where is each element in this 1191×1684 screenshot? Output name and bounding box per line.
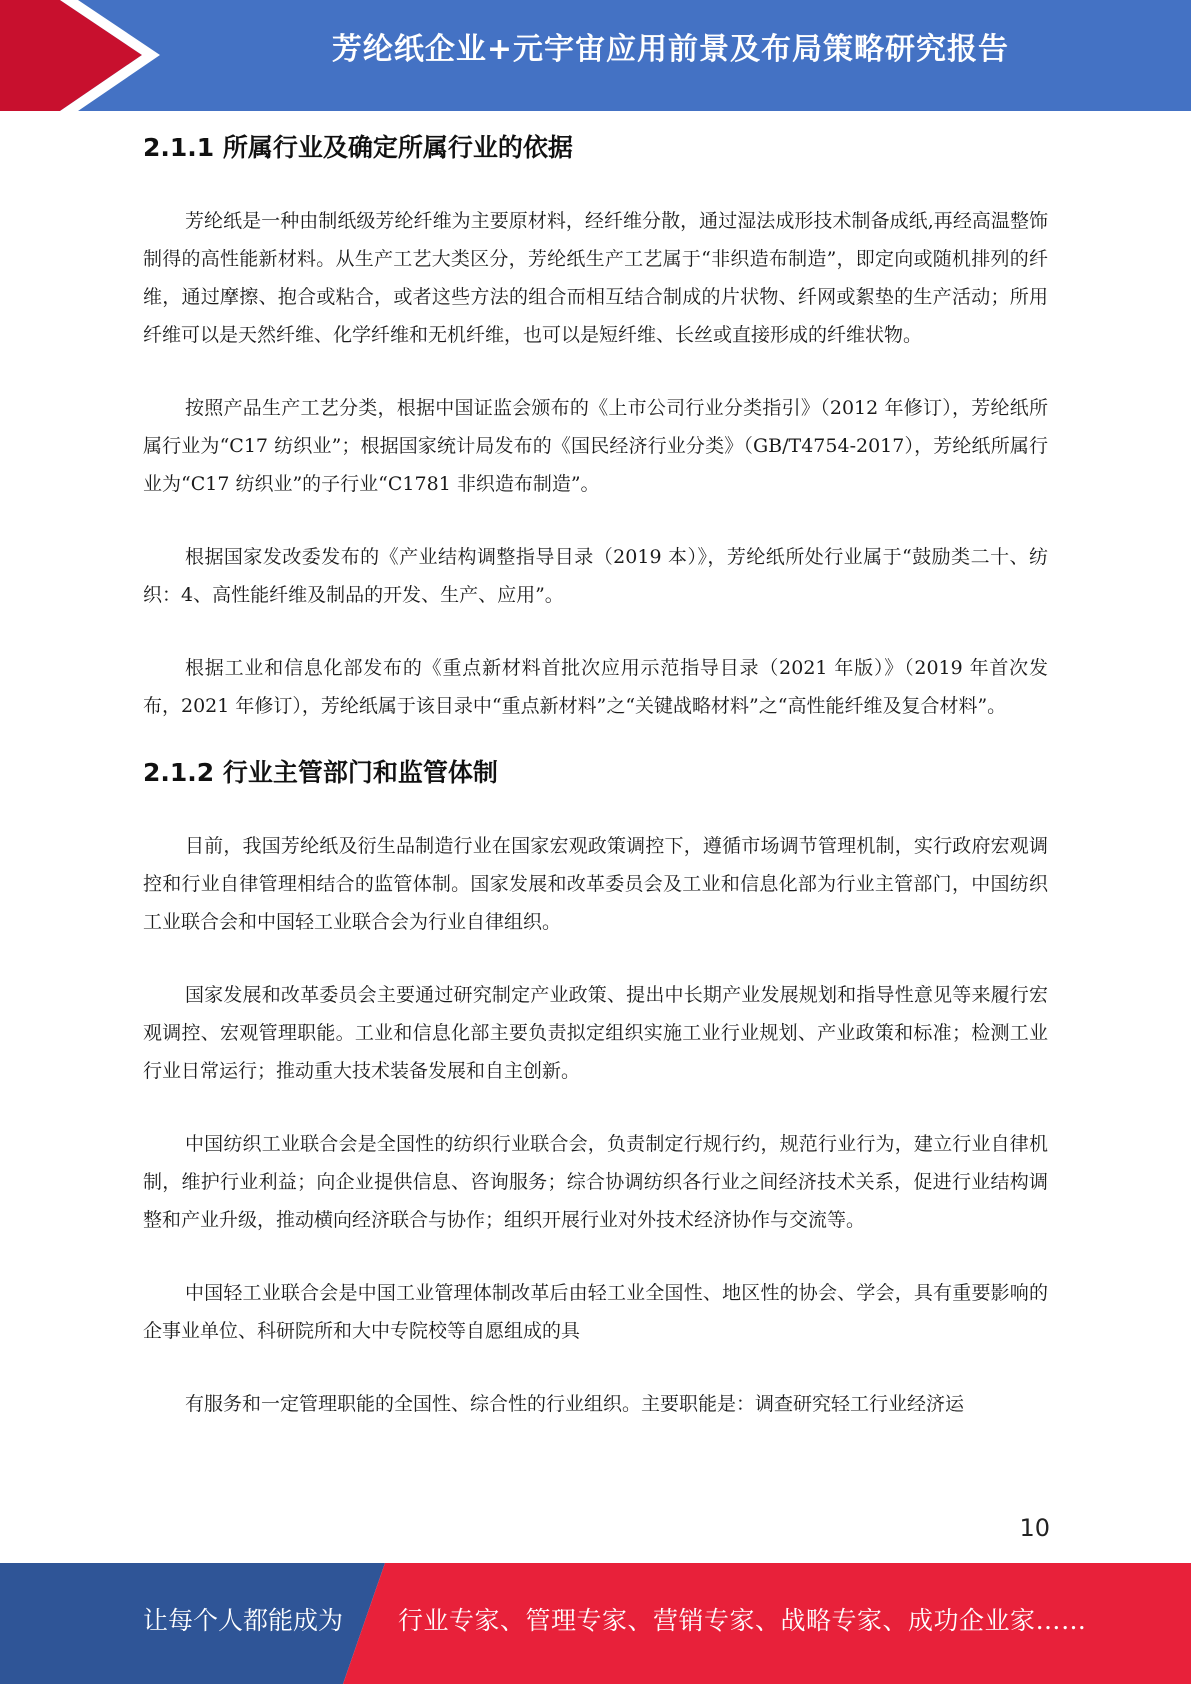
section-heading: 2.1.1 所属行业及确定所属行业的依据: [143, 133, 573, 162]
footer-slogan-left: 让每个人都能成为: [143, 1606, 344, 1635]
footer-slogan-right: 行业专家、管理专家、营销专家、战略专家、成功企业家……: [398, 1606, 1087, 1635]
paragraph: 根据国家发改委发布的《产业结构调整指导目录（2019 本）》，芳纶纸所处行业属于“鼓励类二十、纺织：4、高性能纤维及制品的开发、生产、应用”。: [143, 546, 1048, 606]
page-header: [0, 0, 1191, 111]
document-body: [143, 128, 1048, 1423]
report-title: 芳纶纸企业+元宇宙应用前景及布局策略研究报告: [331, 32, 1010, 67]
paragraph: 有服务和一定管理职能的全国性、综合性的行业组织。主要职能是：调查研究轻工行业经济运: [185, 1393, 965, 1415]
paragraph: 根据工业和信息化部发布的《重点新材料首批次应用示范指导目录（2021 年版）》（2019 年首次发布，2021 年修订），芳纶纸属于该目录中“重点新材料”之“关键战略材料”之“高性能纤维及复合材料”。: [143, 657, 1048, 717]
paragraph: 国家发展和改革委员会主要通过研究制定产业政策、提出中长期产业发展规划和指导性意见等来履行宏观调控、宏观管理职能。工业和信息化部主要负责拟定组织实施工业行业规划、产业政策和标准；检测工业行业日常运行；推动重大技术装备发展和自主创新。: [143, 984, 1048, 1082]
paragraph: 芳纶纸是一种由制纸级芳纶纤维为主要原材料，经纤维分散，通过湿法成形技术制备成纸,再经高温整饰制得的高性能新材料。从生产工艺大类区分，芳纶纸生产工艺属于“非织造布制造”，即定向或随机排列的纤维，通过摩擦、抱合或粘合，或者这些方法的组合而相互结合制成的片状物、纤网或絮垫的生产活动；所用纤维可以是天然纤维、化学纤维和无机纤维，也可以是短纤维、长丝或直接形成的纤维状物。: [143, 210, 1048, 346]
paragraph: 中国纺织工业联合会是全国性的纺织行业联合会，负责制定行规行约，规范行业行为，建立行业自律机制，维护行业利益；向企业提供信息、咨询服务；综合协调纺织各行业之间经济技术关系，促进行业结构调整和产业升级，推动横向经济联合与协作；组织开展行业对外技术经济协作与交流等。: [143, 1133, 1048, 1231]
section-heading: 2.1.2 行业主管部门和监管体制: [143, 758, 498, 787]
page-footer: [0, 1563, 1191, 1684]
paragraph: 中国轻工业联合会是中国工业管理体制改革后由轻工业全国性、地区性的协会、学会，具有重要影响的企事业单位、科研院所和大中专院校等自愿组成的具: [143, 1282, 1048, 1342]
page-number: 10: [1019, 1514, 1050, 1542]
paragraph: 按照产品生产工艺分类，根据中国证监会颁布的《上市公司行业分类指引》（2012 年修订），芳纶纸所属行业为“C17 纺织业”；根据国家统计局发布的《国民经济行业分类》（GB/T4754-2017），芳纶纸所属行业为“C17 纺织业”的子行业“C1781 非织造布制造”。: [143, 397, 1048, 495]
paragraph: 目前，我国芳纶纸及衍生品制造行业在国家宏观政策调控下，遵循市场调节管理机制，实行政府宏观调控和行业自律管理相结合的监管体制。国家发展和改革委员会及工业和信息化部为行业主管部门，中国纺织工业联合会和中国轻工业联合会为行业自律组织。: [143, 835, 1048, 933]
